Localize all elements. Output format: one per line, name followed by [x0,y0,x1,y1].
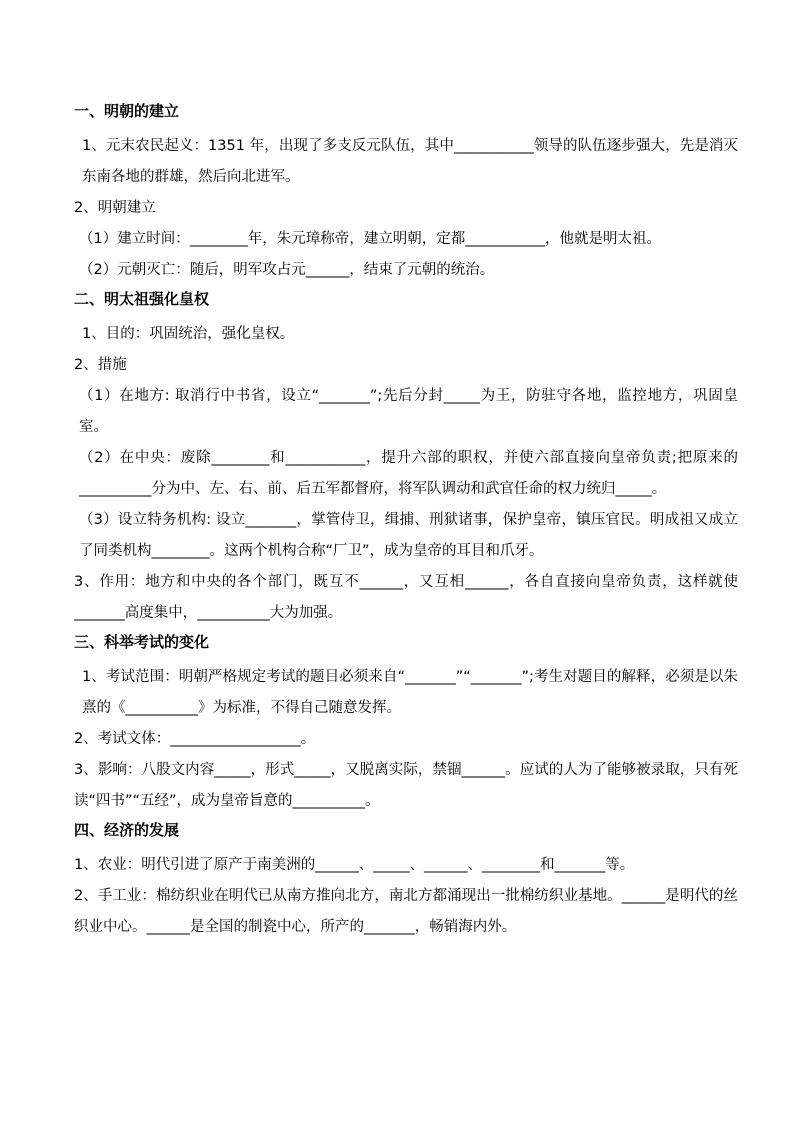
paragraph: （1）建立时间：________年，朱元璋称帝，建立明朝，定都___________，他就是明太祖。 [79,231,661,247]
paragraph: 3、作用：地方和中央的各个部门，既互不______，又互相______，各自直接向皇帝负责，这样就使_______高度集中，__________大为加强。 [74,574,738,621]
paragraph: 1、农业：明代引进了原产于南美洲的______、_____、______、________和_______等。 [74,857,635,873]
section-heading-imperial-exam: 三、科举考试的变化 [74,633,210,651]
paragraph: 1、考试范围：明朝严格规定考试的题目必须来自“_______”“_______”;考生对题目的解释，必须是以朱熹的《__________》为标准，不得自己随意发挥。 [82,669,738,716]
paragraph: （2）在中央：废除________和___________，提升六部的职权，并使六部直接向皇帝负责;把原来的__________分为中、左、右、前、后五军都督府，将军队调动和武官任命的权力统归_____。 [79,450,738,497]
paragraph: 2、明朝建立 [74,200,156,216]
paragraph: 2、考试文体：__________________。 [74,731,316,747]
paragraph: 3、影响：八股文内容_____，形式_____，又脱离实际，禁锢______。应试的人为了能够被录取，只有死读“四书”“五经”，成为皇帝旨意的__________。 [74,762,738,809]
paragraph: （2）元朝灭亡：随后，明军攻占元______，结束了元朝的统治。 [79,262,495,278]
worksheet-content [74,100,738,943]
paragraph: 2、手工业：棉纺织业在明代已从南方推向北方，南北方都涌现出一批棉纺织业基地。______是明代的丝织业中心。______是全国的制瓷中心，所产的_______，畅销海内外。 [74,888,738,935]
paragraph: （1）在地方: 取消行中书省，设立“_______”;先后分封_____为王，防驻守各地，监控地方，巩固皇室。 [79,388,738,435]
paragraph: 2、措施 [74,357,127,373]
section-heading-imperial-power: 二、明太祖强化皇权 [74,290,210,308]
section-heading-ming-founding: 一、明朝的建立 [74,102,180,120]
section-heading-economy: 四、经济的发展 [74,821,180,839]
paragraph: （3）设立特务机构: 设立_______，掌管侍卫，缉捕、刑狱诸事，保护皇帝，镇压官民。明成祖又成立了同类机构________。这两个机构合称“厂卫”，成为皇帝的耳目和爪牙。 [79,512,738,559]
paragraph: 1、目的：巩固统治，强化皇权。 [82,326,295,342]
paragraph: 1、元末农民起义：1351 年，出现了多支反元队伍，其中___________领导的队伍逐步强大，先是消灭东南各地的群雄，然后向北进军。 [82,138,738,185]
